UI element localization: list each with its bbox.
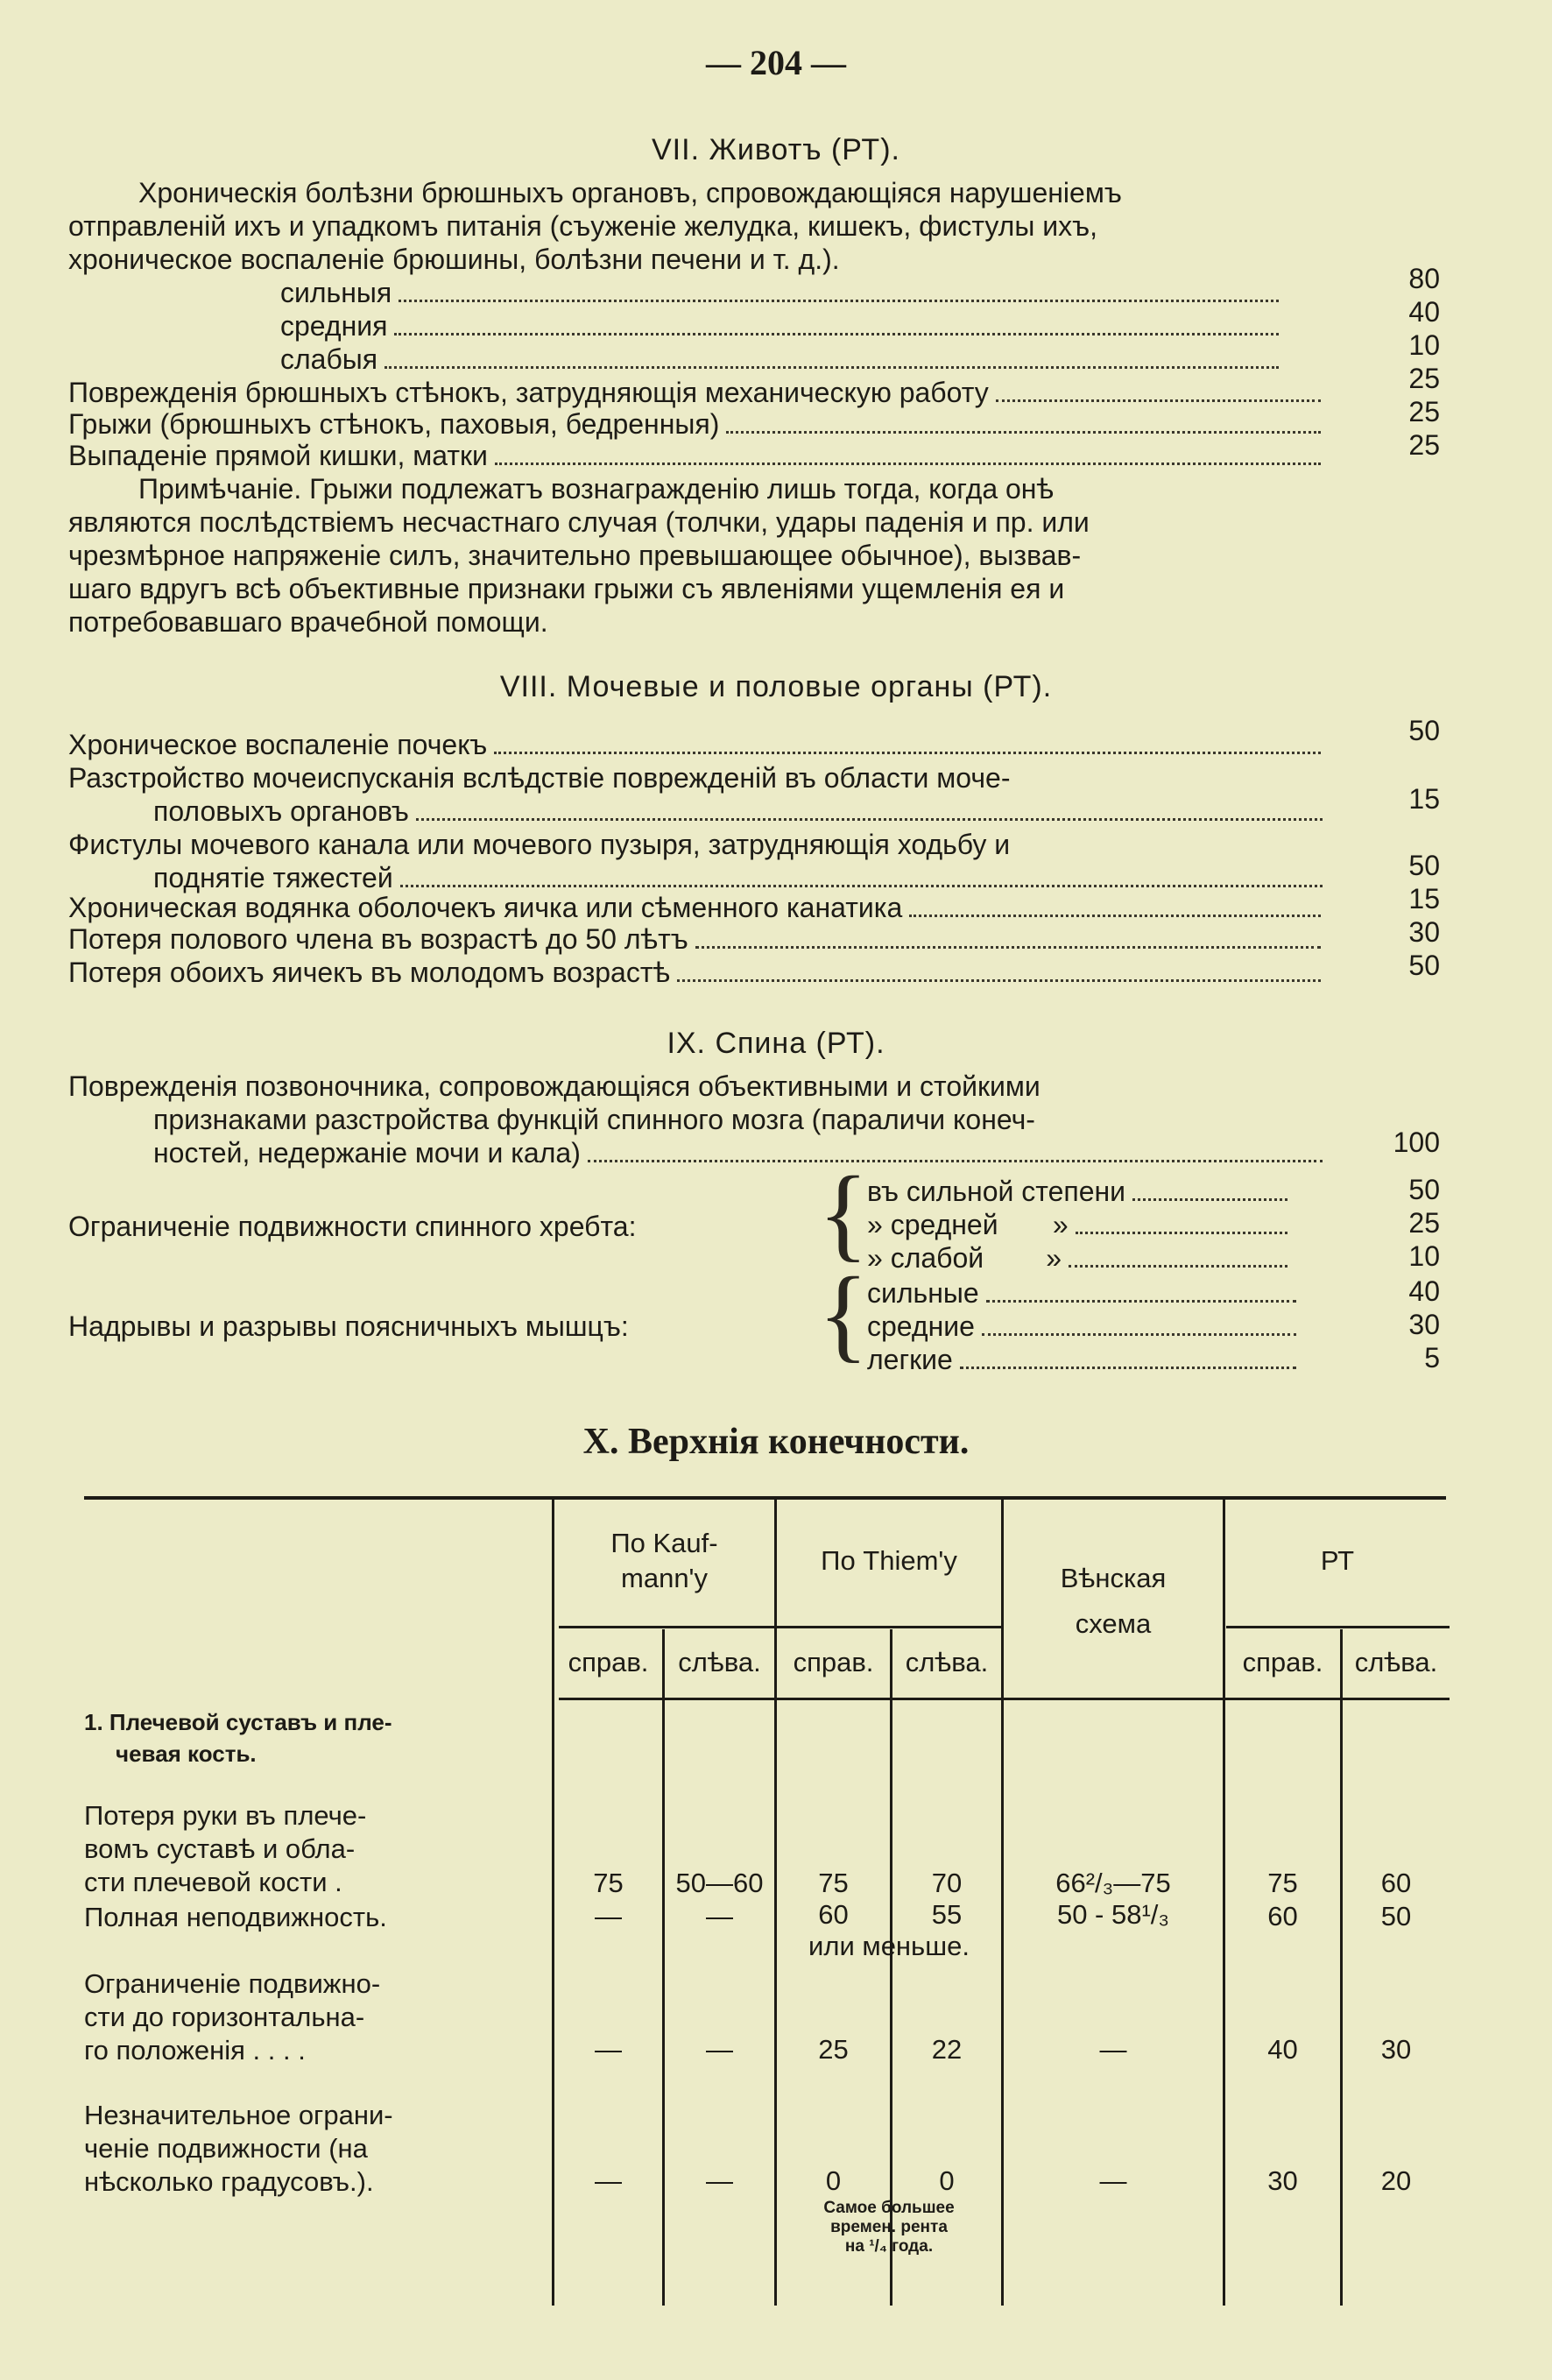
header-kaufmann-right: справ. (568, 1647, 649, 1677)
s7-grade-weak: слабыя (280, 343, 1287, 377)
s9-mobility-row-1: въ сильной степени (867, 1176, 1296, 1209)
row-4-vienna: — (1099, 2165, 1127, 2196)
s7-grade-weak-value: 10 (1408, 329, 1440, 361)
s9-muscles-row-2-value: 30 (1408, 1309, 1440, 1340)
row-2-kaufmann-left: — (706, 1901, 733, 1932)
s7-grade-medium-value: 40 (1408, 296, 1440, 328)
table-header-rule (559, 1698, 1450, 1700)
row-1-kaufmann-left: 50—60 (675, 1868, 764, 1898)
s7-item-1: Поврежденія брюшныхъ стѣнокъ, затрудняющія механическую работу (68, 377, 1330, 410)
s8-item-1-value: 50 (1408, 715, 1440, 746)
s7-note-line-1: Примѣчаніе. Грыжи подлежатъ вознагражденію лишь тогда, когда онѣ (138, 473, 1055, 505)
page-number: — 204 — (706, 43, 846, 82)
row-2-label: Полная неподвижность. (84, 1902, 387, 1932)
s9-mobility-row-1-value: 50 (1408, 1174, 1440, 1205)
row-2-thiem-note: или меньше. (808, 1931, 970, 1961)
header-thiem-right: справ. (793, 1647, 874, 1677)
s7-item-1-value: 25 (1408, 363, 1440, 394)
row-2-rt-right: 60 (1267, 1901, 1298, 1932)
s7-grade-strong-value: 80 (1408, 263, 1440, 294)
row-4-rt-left: 20 (1380, 2165, 1412, 2196)
s9-spine-value: 100 (1393, 1126, 1440, 1158)
row-1-vienna: 66²/₃—75 (1055, 1868, 1171, 1898)
s8-item-2-line-1: Разстройство мочеиспусканія вслѣдствіе поврежденій въ области моче- (68, 762, 1011, 794)
s9-muscles-row-3: легкие (867, 1344, 1305, 1377)
row-4-rt-right: 30 (1267, 2165, 1298, 2196)
header-kaufmann: По Kauf- mann'y (610, 1528, 718, 1593)
row-3-rt-right: 40 (1267, 2034, 1298, 2065)
s7-intro-line-2: отправленій ихъ и упадкомъ питанія (съуженіе желудка, кишекъ, фистулы ихъ, (68, 210, 1097, 242)
s9-muscles-row-1-value: 40 (1408, 1275, 1440, 1307)
row-4-label: Незначительное ограни- ченіе подвижности (на нѣсколько градусовъ.). (84, 2100, 393, 2197)
s7-item-3: Выпаденіе прямой кишки, матки (68, 440, 1330, 473)
row-4-kaufmann-right: — (595, 2165, 622, 2196)
header-vienna: Вѣнская схема (1060, 1563, 1167, 1639)
s9-muscles-row-2: средние (867, 1310, 1305, 1344)
s7-grade-strong: сильныя (280, 277, 1287, 310)
s9-mobility-row-2: » средней » (867, 1209, 1296, 1242)
s8-item-2-value: 15 (1408, 783, 1440, 815)
row-3-thiem-left: 22 (931, 2034, 963, 2065)
row-3-vienna: — (1099, 2034, 1127, 2065)
s7-note-line-3: чрезмѣрное напряженіе силъ, значительно превышающее обычное), вызвав- (68, 540, 1082, 571)
s9-spine-line-1: Поврежденія позвоночника, сопровождающіяся объективными и стойкими (68, 1070, 1041, 1102)
s7-item-2: Грыжи (брюшныхъ стѣнокъ, паховыя, бедренныя) (68, 408, 1330, 441)
s7-item-3-value: 25 (1408, 429, 1440, 461)
row-1-thiem-right: 75 (818, 1868, 849, 1898)
row-2-thiem-right: 60 (818, 1899, 849, 1930)
s7-note-line-2: являются послѣдствіемъ несчастнаго случая (толчки, удары паденія и пр. или (68, 506, 1090, 538)
row-3-thiem-right: 25 (818, 2034, 849, 2065)
section-10-title: X. Верхнія конечности. (582, 1422, 970, 1462)
s7-grade-medium: средния (280, 310, 1287, 343)
s9-mobility-brace: { (818, 1155, 869, 1271)
row-2-rt-left: 50 (1380, 1901, 1412, 1932)
s7-intro-line-3: хроническое воспаленіе брюшины, болѣзни печени и т. д.). (68, 244, 840, 275)
section-8-title: VIII. Мочевые и половые органы (РТ). (499, 670, 1053, 703)
s9-mobility-row-3-value: 10 (1408, 1240, 1440, 1272)
s9-muscles-row-1: сильные (867, 1277, 1305, 1310)
s8-item-2-line-2: половыхъ органовъ (153, 795, 1331, 829)
s8-item-1: Хроническое воспаленіе почекъ (68, 729, 1330, 762)
s8-item-3-line-2: поднятіе тяжестей (153, 862, 1331, 895)
header-rt-left: слѣва. (1354, 1647, 1438, 1677)
row-3-label: Ограниченіе подвижно- сти до горизонтальна- го положенія . . . . (84, 1968, 381, 2066)
s8-item-6-value: 50 (1408, 950, 1440, 981)
row-1-label: Потеря руки въ плече- вомъ суставѣ и обла- сти плечевой кости . (84, 1800, 367, 1897)
row-1-rt-left: 60 (1380, 1868, 1412, 1898)
header-rt-right: справ. (1242, 1647, 1323, 1677)
s8-item-3-line-1: Фистулы мочевого канала или мочевого пузыря, затрудняющія ходьбу и (68, 829, 1011, 860)
table-col-rule-7 (1340, 1629, 1343, 2306)
s8-item-4-value: 15 (1408, 883, 1440, 915)
s7-note-line-4: шаго вдругъ всѣ объективные признаки грыжи съ явленіями ущемленія ея и (68, 573, 1065, 604)
s7-item-2-value: 25 (1408, 396, 1440, 427)
group-shoulder-heading: 1. Плечевой суставъ и пле- чевая кость. (84, 1709, 392, 1767)
s9-spine-line-3: ностей, недержаніе мочи и кала) (153, 1137, 1331, 1170)
s9-muscles-label: Надрывы и разрывы поясничныхъ мышцъ: (68, 1310, 629, 1342)
s7-note-line-5: потребовавшаго врачебной помощи. (68, 606, 548, 638)
table-top-rule (84, 1496, 1446, 1500)
s9-mobility-label: Ограниченіе подвижности спинного хребта: (68, 1211, 637, 1242)
table-sub-rule-2 (1226, 1626, 1450, 1628)
s9-muscles-brace: { (818, 1255, 869, 1372)
s9-mobility-row-3: » слабой » (867, 1242, 1296, 1275)
row-4-kaufmann-left: — (706, 2165, 733, 2196)
row-2-vienna: 50 - 58¹/₃ (1056, 1899, 1170, 1930)
row-3-kaufmann-right: — (595, 2034, 622, 2065)
s7-intro-line-1: Хроническія болѣзни брюшныхъ органовъ, спровождающіяся нарушеніемъ (138, 177, 1122, 208)
row-4-thiem-left: 0 (939, 2165, 955, 2196)
s8-item-4: Хроническая водянка оболочекъ яичка или сѣменного канатика (68, 892, 1330, 925)
row-1-kaufmann-right: 75 (593, 1868, 624, 1898)
s9-spine-line-2: признаками разстройства функцій спинного мозга (параличи конеч- (153, 1104, 1035, 1135)
s8-item-3-value: 50 (1408, 850, 1440, 881)
row-2-thiem-left: 55 (931, 1899, 963, 1930)
row-1-rt-right: 75 (1267, 1868, 1298, 1898)
table-col-rule-2 (662, 1629, 665, 2306)
s9-muscles-row-3-value: 5 (1424, 1342, 1440, 1374)
header-thiem-left: слѣва. (905, 1647, 989, 1677)
row-4-thiem-right: 0 (825, 2165, 842, 2196)
row-3-rt-left: 30 (1380, 2034, 1412, 2065)
s8-item-5-value: 30 (1408, 916, 1440, 948)
s8-item-5: Потеря полового члена въ возрастѣ до 50 лѣтъ (68, 923, 1330, 957)
section-7-title: VII. Животъ (РТ). (652, 133, 900, 166)
section-9-title: IX. Спина (РТ). (667, 1027, 885, 1060)
header-thiem: По Thiem'y (821, 1545, 957, 1576)
table-sub-rule-1 (559, 1626, 1001, 1628)
header-kaufmann-left: слѣва. (678, 1647, 761, 1677)
row-3-kaufmann-left: — (706, 2034, 733, 2065)
row-2-kaufmann-right: — (595, 1901, 622, 1932)
s9-mobility-row-2-value: 25 (1408, 1207, 1440, 1239)
row-1-thiem-left: 70 (931, 1868, 963, 1898)
header-rt: РТ (1320, 1545, 1355, 1576)
row-4-thiem-note: Самое большее времен. рента на ¹/₄ года. (823, 2199, 955, 2256)
s8-item-6: Потеря обоихъ яичекъ въ молодомъ возрастѣ (68, 957, 1330, 990)
